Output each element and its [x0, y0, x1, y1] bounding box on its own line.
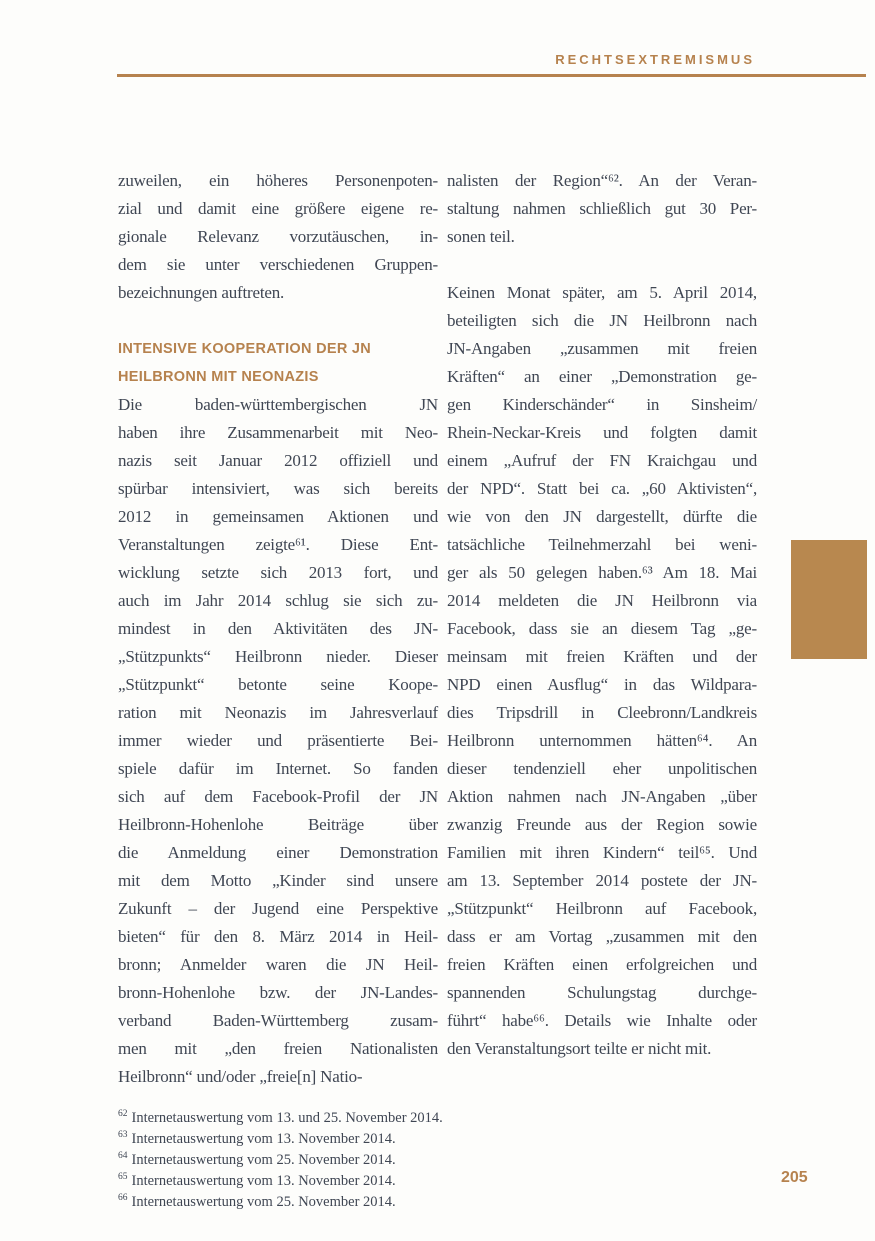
- footnote-marker: 66: [118, 1193, 128, 1204]
- text-line: meinsam mit freien Kräften und der: [447, 647, 757, 666]
- text-line: den Veranstaltungsort teilte er nicht mit.: [447, 1039, 712, 1058]
- text-line: 2014 meldeten die JN Heilbronn via: [447, 591, 757, 610]
- running-head: RECHTSEXTREMISMUS: [555, 52, 755, 67]
- text-line: dass er am Vortag „zusammen mit den: [447, 927, 757, 946]
- text-line: spiele dafür im Internet. So fanden: [118, 759, 438, 778]
- paragraph-intro: [118, 167, 438, 307]
- text-line: men mit „den freien Nationalisten: [118, 1039, 438, 1058]
- footnote-text: Internetauswertung vom 13. und 25. November 2014.: [131, 1110, 443, 1126]
- text-line: zial und damit eine größere eigene re-: [118, 199, 438, 218]
- text-line: auch im Jahr 2014 schlug sie sich zu-: [118, 591, 438, 610]
- footnote-marker: 62: [118, 1109, 128, 1120]
- text-line: NPD einen Ausflug“ in das Wildpara-: [447, 675, 757, 694]
- text-line: nalisten der Region“⁶². An der Veran-: [447, 171, 757, 190]
- text-line: nazis seit Januar 2012 offiziell und: [118, 451, 438, 470]
- text-line: „Stützpunkt“ betonte seine Koope-: [118, 675, 438, 694]
- footnote-marker: 64: [118, 1151, 128, 1162]
- text-line: freien Kräften einen erfolgreichen und: [447, 955, 757, 974]
- text-line: HEILBRONN MIT NEONAZIS: [118, 369, 319, 385]
- text-line: Keinen Monat später, am 5. April 2014,: [447, 283, 757, 302]
- text-line: „Stützpunkts“ Heilbronn nieder. Dieser: [118, 647, 438, 666]
- right-column: [447, 167, 757, 1063]
- text-line: einem „Aufruf der FN Kraichgau und: [447, 451, 757, 470]
- section-heading: [118, 335, 438, 391]
- text-line: INTENSIVE KOOPERATION DER JN: [118, 341, 372, 357]
- text-line: mit dem Motto „Kinder sind unsere: [118, 871, 438, 890]
- text-line: Facebook, dass sie an diesem Tag „ge-: [447, 619, 757, 638]
- paragraph-body-right: [447, 279, 757, 1063]
- text-line: gionale Relevanz vorzutäuschen, in-: [118, 227, 438, 246]
- left-column: [118, 167, 438, 1091]
- text-line: staltung nahmen schließlich gut 30 Per-: [447, 199, 757, 218]
- footnote: [118, 1129, 598, 1150]
- text-line: ger als 50 gelegen haben.⁶³ Am 18. Mai: [447, 563, 757, 582]
- footnotes-block: [118, 1108, 598, 1213]
- text-line: Die baden-württembergischen JN: [118, 395, 438, 414]
- footnote-marker: 63: [118, 1130, 128, 1141]
- footnote-text: Internetauswertung vom 13. November 2014.: [131, 1173, 396, 1189]
- text-line: die Anmeldung einer Demonstration: [118, 843, 438, 862]
- text-line: der NPD“. Statt bei ca. „60 Aktivisten“,: [447, 479, 757, 498]
- text-line: immer wieder und präsentierte Bei-: [118, 731, 438, 750]
- text-line: wie von den JN dargestellt, dürfte die: [447, 507, 757, 526]
- text-line: führt“ habe⁶⁶. Details wie Inhalte oder: [447, 1011, 757, 1030]
- text-line: bronn; Anmelder waren die JN Heil-: [118, 955, 438, 974]
- text-line: Familien mit ihren Kindern“ teil⁶⁵. Und: [447, 843, 757, 862]
- text-line: wicklung setzte sich 2013 fort, und: [118, 563, 438, 582]
- footnote-text: Internetauswertung vom 25. November 2014.: [131, 1152, 396, 1168]
- text-line: spannenden Schulungstag durchge-: [447, 983, 757, 1002]
- text-line: sonen teil.: [447, 227, 515, 246]
- text-line: dies Tripsdrill in Cleebronn/Landkreis: [447, 703, 757, 722]
- text-line: Rhein-Neckar-Kreis und folgten damit: [447, 423, 757, 442]
- text-line: JN-Angaben „zusammen mit freien: [447, 339, 757, 358]
- text-line: dem sie unter verschiedenen Gruppen-: [118, 255, 438, 274]
- text-line: Aktion nahmen nach JN-Angaben „über: [447, 787, 757, 806]
- text-line: Kräften“ an einer „Demonstration ge-: [447, 367, 757, 386]
- text-line: verband Baden-Württemberg zusam-: [118, 1011, 438, 1030]
- text-line: Heilbronn-Hohenlohe Beiträge über: [118, 815, 438, 834]
- text-line: Zukunft – der Jugend eine Perspektive: [118, 899, 438, 918]
- paragraph-spacer: [447, 251, 757, 279]
- text-line: am 13. September 2014 postete der JN-: [447, 871, 757, 890]
- text-line: Veranstaltungen zeigte⁶¹. Diese Ent-: [118, 535, 438, 554]
- text-line: bronn-Hohenlohe bzw. der JN-Landes-: [118, 983, 438, 1002]
- page-number: 205: [781, 1169, 808, 1186]
- paragraph-body-left: [118, 391, 438, 1091]
- text-line: gen Kinderschänder“ in Sinsheim/: [447, 395, 757, 414]
- paragraph-spacer: [118, 307, 438, 335]
- chapter-tab-marker: [791, 540, 867, 659]
- footnote-marker: 65: [118, 1172, 128, 1183]
- text-line: dieser tendenziell eher unpolitischen: [447, 759, 757, 778]
- text-line: „Stützpunkt“ Heilbronn auf Facebook,: [447, 899, 757, 918]
- text-line: 2012 in gemeinsamen Aktionen und: [118, 507, 438, 526]
- text-line: spürbar intensiviert, was sich bereits: [118, 479, 438, 498]
- text-line: Heilbronn“ und/oder „freie[n] Natio-: [118, 1067, 363, 1086]
- text-line: ration mit Neonazis im Jahresverlauf: [118, 703, 438, 722]
- text-line: tatsächliche Teilnehmerzahl bei weni-: [447, 535, 757, 554]
- footnote: [118, 1171, 598, 1192]
- header-rule: [117, 74, 866, 77]
- text-line: zuweilen, ein höheres Personenpoten-: [118, 171, 438, 190]
- text-line: Heilbronn unternommen hätten⁶⁴. An: [447, 731, 757, 750]
- text-line: haben ihre Zusammenarbeit mit Neo-: [118, 423, 438, 442]
- footnote-text: Internetauswertung vom 13. November 2014.: [131, 1131, 396, 1147]
- text-line: mindest in den Aktivitäten des JN-: [118, 619, 438, 638]
- footnote-text: Internetauswertung vom 25. November 2014.: [131, 1194, 396, 1210]
- text-line: beteiligten sich die JN Heilbronn nach: [447, 311, 757, 330]
- text-line: zwanzig Freunde aus der Region sowie: [447, 815, 757, 834]
- footnote: [118, 1192, 598, 1213]
- text-line: bezeichnungen auftreten.: [118, 283, 285, 302]
- footnote: [118, 1150, 598, 1171]
- text-line: sich auf dem Facebook-Profil der JN: [118, 787, 438, 806]
- footnote: [118, 1108, 598, 1129]
- paragraph-continuation: [447, 167, 757, 251]
- text-line: bieten“ für den 8. März 2014 in Heil-: [118, 927, 438, 946]
